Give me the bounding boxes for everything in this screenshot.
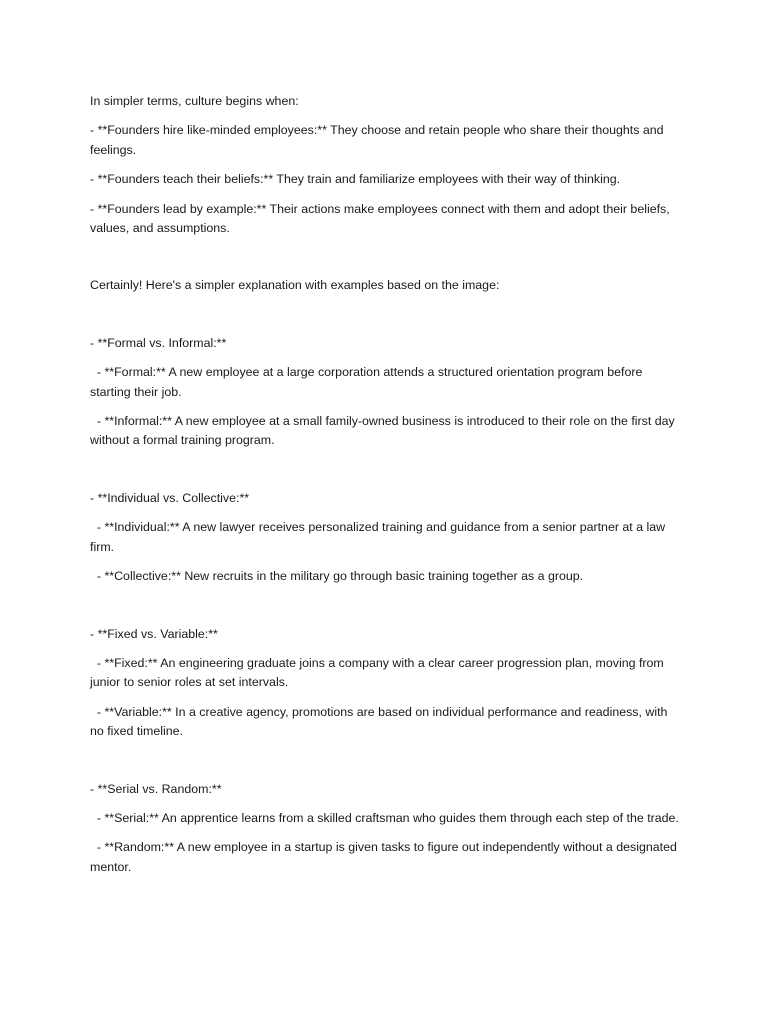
- section-item-individual: - **Individual:** A new lawyer receives personalized training and guidance from a senior partner at a law firm.: [90, 520, 669, 554]
- section-item-serial: - **Serial:** An apprentice learns from a skilled craftsman who guides them through each step of the trade.: [90, 810, 679, 825]
- spacer: [90, 160, 680, 170]
- spacer: [90, 402, 680, 412]
- spacer: [90, 644, 680, 654]
- intro-point-lead: - **Founders lead by example:** Their actions make employees connect with them and adopt their beliefs, values, and assumptions.: [90, 201, 674, 236]
- section-item-variable: - **Variable:** In a creative agency, promotions are based on individual performance and readiness, with no fixed timeline.: [90, 704, 671, 739]
- intro-point-hire: - **Founders hire like-minded employees:** They choose and retain people who share their thoughts and feelings.: [90, 123, 667, 157]
- spacer: [90, 296, 680, 334]
- section-item-informal: - **Informal:** A new employee at a small family-owned business is introduced to their role on the first day without a formal training program.: [90, 414, 679, 448]
- section-item-collective: - **Collective:** New recruits in the military go through basic training together as a group.: [90, 569, 584, 584]
- spacer: [90, 451, 680, 489]
- explanation-heading: Certainly! Here's a simpler explanation with examples based on the image:: [90, 278, 500, 293]
- spacer: [90, 508, 680, 518]
- section-title-serial-random: - **Serial vs. Random:**: [90, 781, 222, 796]
- section-item-random: - **Random:** A new employee in a startup is given tasks to figure out independently without a designated mentor.: [90, 840, 681, 874]
- spacer: [90, 190, 680, 200]
- spacer: [90, 742, 680, 780]
- spacer: [90, 557, 680, 567]
- section-item-formal: - **Formal:** A new employee at a large corporation attends a structured orientation program before starting their job.: [90, 365, 646, 399]
- section-title-fixed-variable: - **Fixed vs. Variable:**: [90, 626, 218, 641]
- spacer: [90, 587, 680, 625]
- intro-heading: In simpler terms, culture begins when:: [90, 94, 299, 108]
- spacer: [90, 828, 680, 838]
- section-item-fixed: - **Fixed:** An engineering graduate joins a company with a clear career progression plan, moving from junior to senior roles at set intervals.: [90, 655, 668, 690]
- section-title-individual-collective: - **Individual vs. Collective:**: [90, 490, 250, 505]
- section-title-formal-informal: - **Formal vs. Informal:**: [90, 335, 227, 350]
- document-body: [90, 92, 680, 877]
- intro-point-teach: - **Founders teach their beliefs:** They train and familiarize employees with their way of thinking.: [90, 172, 621, 187]
- spacer: [90, 111, 680, 121]
- spacer: [90, 799, 680, 809]
- spacer: [90, 693, 680, 703]
- spacer: [90, 238, 680, 276]
- spacer: [90, 353, 680, 363]
